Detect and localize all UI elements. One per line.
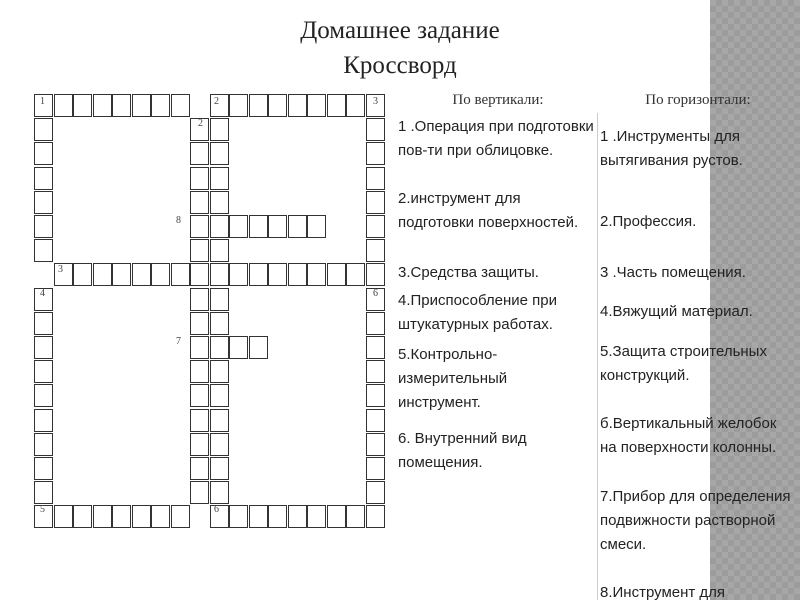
crossword-cell[interactable] (288, 215, 307, 238)
crossword-cell[interactable] (210, 481, 229, 504)
crossword-cell[interactable] (34, 433, 53, 456)
crossword-cell[interactable] (190, 360, 209, 383)
cell-number-2-vertical: 2 (198, 118, 203, 129)
crossword-cell[interactable] (190, 239, 209, 262)
cell-number-7: 7 (176, 336, 181, 347)
column-divider (597, 113, 598, 600)
crossword-cell[interactable] (171, 94, 190, 117)
horizontal-clue-4: 4.Вяжущий материал. (600, 303, 753, 320)
crossword-cell[interactable] (190, 336, 209, 359)
crossword-cell[interactable] (366, 312, 385, 335)
crossword-cell[interactable] (366, 384, 385, 407)
crossword-cell[interactable] (73, 94, 92, 117)
crossword-cell[interactable] (366, 409, 385, 432)
crossword-cell[interactable] (346, 94, 365, 117)
crossword-cell[interactable] (366, 457, 385, 480)
crossword-cell[interactable] (190, 191, 209, 214)
cell-number-5: 5 (40, 504, 45, 515)
crossword-cell[interactable] (190, 481, 209, 504)
crossword-cell[interactable] (210, 167, 229, 190)
crossword-cell[interactable] (327, 263, 346, 286)
crossword-cell[interactable] (34, 215, 53, 238)
crossword-cell[interactable] (229, 336, 248, 359)
crossword-cell[interactable] (190, 384, 209, 407)
vertical-clue-1: 1 .Операция при подготовки пов-ти при облицовке. (398, 118, 594, 159)
crossword-cell[interactable] (34, 384, 53, 407)
crossword-cell[interactable] (249, 505, 268, 528)
crossword-cell[interactable] (366, 215, 385, 238)
crossword-cell[interactable] (346, 263, 365, 286)
crossword-cell[interactable] (249, 336, 268, 359)
crossword-cell[interactable] (190, 142, 209, 165)
crossword-cell[interactable] (288, 263, 307, 286)
crossword-cell[interactable] (210, 288, 229, 311)
cell-number-3-row: 3 (58, 264, 63, 275)
crossword-cell[interactable] (366, 505, 385, 528)
cell-number-6-bottom: 6 (214, 504, 219, 515)
crossword-cell[interactable] (190, 263, 209, 286)
crossword-cell[interactable] (288, 94, 307, 117)
crossword-cell[interactable] (366, 118, 385, 141)
horizontal-clue-7: 7.Прибор для определения подвижности растворной смеси. (600, 488, 791, 553)
cell-number-6-right: 6 (373, 288, 378, 299)
crossword-cell[interactable] (268, 215, 287, 238)
crossword-cell[interactable] (210, 336, 229, 359)
crossword-cell[interactable] (268, 505, 287, 528)
crossword-cell[interactable] (210, 457, 229, 480)
crossword-cell[interactable] (132, 505, 151, 528)
crossword-cell[interactable] (288, 505, 307, 528)
vertical-header: По вертикали: (452, 92, 544, 108)
crossword-cell[interactable] (307, 94, 326, 117)
horizontal-header: По горизонтали: (645, 92, 751, 108)
crossword-cell[interactable] (366, 360, 385, 383)
crossword-cell[interactable] (366, 481, 385, 504)
crossword-cell[interactable] (151, 505, 170, 528)
horizontal-clue-2: 2.Профессия. (600, 213, 697, 230)
crossword-cell[interactable] (210, 94, 229, 117)
cell-number-8: 8 (176, 215, 181, 226)
vertical-clue-4: 4.Приспособление при штукатурных работах. (398, 292, 558, 333)
page-subtitle: Кроссворд (343, 52, 457, 79)
crossword-cell[interactable] (54, 263, 73, 286)
crossword-cell[interactable] (210, 360, 229, 383)
crossword-cell[interactable] (34, 191, 53, 214)
crossword-cell[interactable] (210, 191, 229, 214)
crossword-cell[interactable] (34, 336, 53, 359)
horizontal-clue-5: 5.Защита строительных конструкций. (600, 343, 767, 384)
crossword-cell[interactable] (268, 263, 287, 286)
crossword-cell[interactable] (268, 94, 287, 117)
crossword-cell[interactable] (210, 505, 229, 528)
crossword-cell[interactable] (190, 433, 209, 456)
crossword-cell[interactable] (210, 263, 229, 286)
crossword-cell[interactable] (34, 360, 53, 383)
crossword-cell[interactable] (210, 384, 229, 407)
crossword-cell[interactable] (327, 505, 346, 528)
horizontal-clue-6: б.Вертикальный желобок на поверхности колонны. (600, 415, 777, 456)
crossword-cell[interactable] (54, 94, 73, 117)
crossword-cell[interactable] (210, 409, 229, 432)
crossword-cell[interactable] (34, 409, 53, 432)
crossword-cell[interactable] (171, 263, 190, 286)
crossword-cell[interactable] (190, 167, 209, 190)
crossword-cell[interactable] (366, 167, 385, 190)
crossword-cell[interactable] (346, 505, 365, 528)
crossword-cell[interactable] (34, 239, 53, 262)
crossword-cell[interactable] (366, 336, 385, 359)
crossword-cell[interactable] (190, 288, 209, 311)
crossword-cell[interactable] (54, 505, 73, 528)
crossword-cell[interactable] (93, 94, 112, 117)
crossword-cell[interactable] (307, 263, 326, 286)
crossword-cell[interactable] (190, 409, 209, 432)
horizontal-clue-3: 3 .Часть помещения. (600, 264, 746, 281)
vertical-clue-2: 2.инструмент для подготовки поверхностей. (398, 190, 579, 231)
crossword-cell[interactable] (93, 505, 112, 528)
horizontal-clue-1: 1 .Инструменты для вытягивания рустов. (600, 128, 743, 169)
crossword-cell[interactable] (210, 118, 229, 141)
crossword-cell[interactable] (34, 118, 53, 141)
horizontal-clue-8: 8.Инструмент для (600, 584, 726, 601)
vertical-clue-5: 5.Контрольно-измерительный инструмент. (398, 346, 508, 411)
crossword-cell[interactable] (229, 215, 248, 238)
crossword-cell[interactable] (307, 215, 326, 238)
crossword-cell[interactable] (229, 94, 248, 117)
crossword-cell[interactable] (73, 263, 92, 286)
crossword-cell[interactable] (151, 94, 170, 117)
crossword-cell[interactable] (112, 94, 131, 117)
crossword-cell[interactable] (210, 215, 229, 238)
crossword-cell[interactable] (366, 239, 385, 262)
crossword-cell[interactable] (190, 457, 209, 480)
crossword-cell[interactable] (249, 263, 268, 286)
crossword-cell[interactable] (34, 481, 53, 504)
crossword-cell[interactable] (73, 505, 92, 528)
crossword-cell[interactable] (171, 505, 190, 528)
crossword-cell[interactable] (210, 312, 229, 335)
crossword-cell[interactable] (366, 433, 385, 456)
crossword-cell[interactable] (34, 457, 53, 480)
crossword-cell[interactable] (366, 191, 385, 214)
crossword-cell[interactable] (132, 94, 151, 117)
vertical-clue-6: 6. Внутренний вид помещения. (398, 430, 527, 471)
crossword-cell[interactable] (132, 263, 151, 286)
crossword-cell[interactable] (93, 263, 112, 286)
crossword-cell[interactable] (307, 505, 326, 528)
cell-number-1: 1 (40, 96, 45, 107)
crossword-cell[interactable] (249, 215, 268, 238)
crossword-cell[interactable] (210, 239, 229, 262)
crossword-cell[interactable] (190, 215, 209, 238)
cell-number-2: 2 (214, 96, 219, 107)
crossword-cell[interactable] (34, 167, 53, 190)
crossword-cell[interactable] (34, 142, 53, 165)
crossword-cell[interactable] (112, 263, 131, 286)
crossword-cell[interactable] (34, 312, 53, 335)
crossword-cell[interactable] (327, 94, 346, 117)
cell-number-4: 4 (40, 288, 45, 299)
crossword-cell[interactable] (229, 505, 248, 528)
page-title: Домашнее задание (300, 17, 500, 44)
crossword-cell[interactable] (210, 433, 229, 456)
crossword-cell[interactable] (229, 263, 248, 286)
crossword-cell[interactable] (190, 312, 209, 335)
crossword-cell[interactable] (249, 94, 268, 117)
vertical-clue-3: 3.Средства защиты. (398, 264, 539, 281)
crossword-cell[interactable] (151, 263, 170, 286)
crossword-cell[interactable] (366, 263, 385, 286)
crossword-cell[interactable] (112, 505, 131, 528)
crossword-cell[interactable] (366, 142, 385, 165)
cell-number-3: 3 (373, 96, 378, 107)
crossword-cell[interactable] (210, 142, 229, 165)
